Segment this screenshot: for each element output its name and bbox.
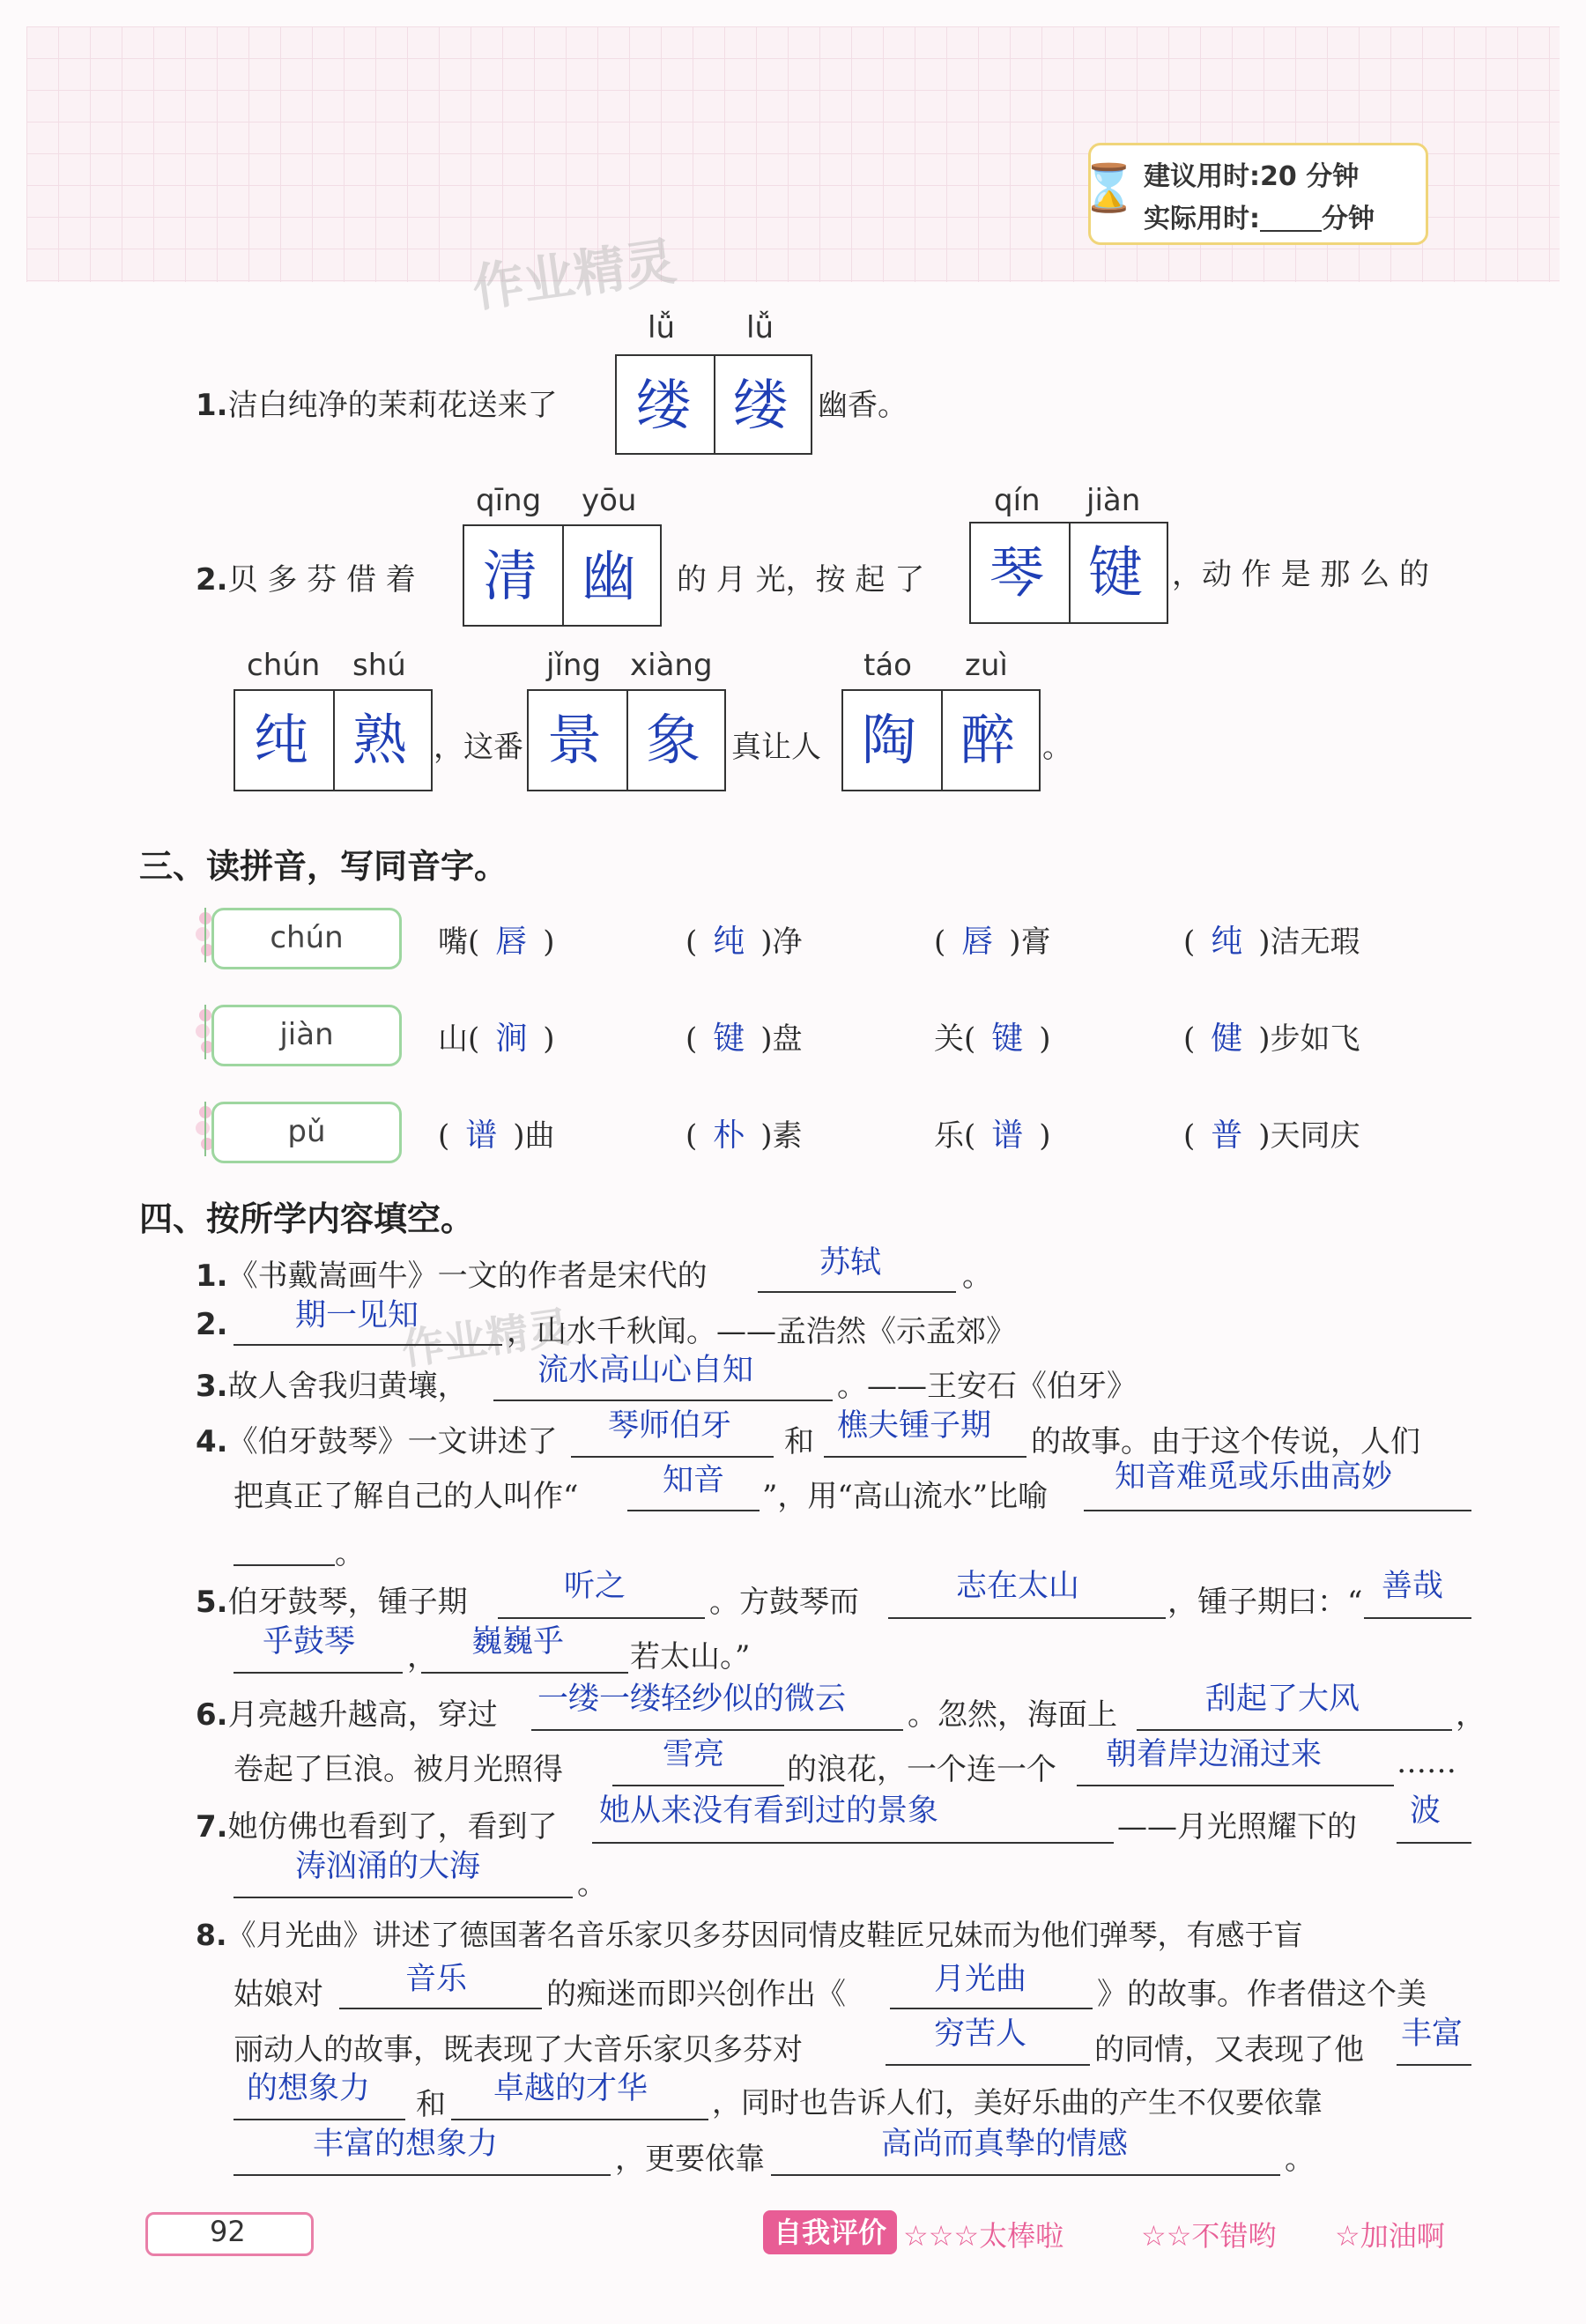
answer-text: 志在太山: [956, 1569, 1080, 1604]
answer-line[interactable]: [592, 1842, 1114, 1844]
rating-keep-going[interactable]: ☆加油啊: [1335, 2219, 1445, 2253]
answer-line[interactable]: [1364, 1617, 1471, 1619]
q4-4-and: 和: [784, 1424, 814, 1459]
q4-6-line2pre: 卷起了巨浪。被月光照得: [233, 1752, 563, 1787]
item-suffix: ): [543, 1021, 555, 1057]
q4-7-pre: 她仿佛也看到了，看到了: [227, 1809, 558, 1845]
q4-8-l2end: 》的故事。作者借这个美: [1097, 1977, 1427, 2012]
answer-char: 陶: [862, 708, 917, 772]
q2-2-mid3: ，这番: [434, 730, 523, 765]
pinyin-zui: zuì: [965, 648, 1008, 683]
homophone-item[interactable]: [1183, 1014, 1360, 1058]
answer-char: 纯: [254, 708, 309, 772]
item-prefix: 山(: [438, 1021, 480, 1057]
item-prefix: (: [934, 924, 946, 960]
answer-text: 她从来没有看到过的景象: [599, 1793, 939, 1829]
answer-char: 键: [713, 1021, 745, 1057]
page-number: 92: [210, 2215, 246, 2248]
answer-text: 穷苦人: [934, 2016, 1027, 2052]
answer-char: 谱: [465, 1117, 498, 1154]
answer-text: 善哉: [1382, 1569, 1444, 1604]
answer-char: 醉: [960, 708, 1016, 772]
q4-7-mid: ——月光照耀下的: [1117, 1809, 1357, 1845]
answer-line[interactable]: [1397, 1842, 1471, 1844]
question-number: 2.: [196, 562, 228, 598]
section-4-title: 四、按所学内容填空。: [139, 1199, 475, 1238]
item-suffix: )天同庆: [1258, 1118, 1360, 1154]
homophone-item[interactable]: [438, 1014, 555, 1058]
item-prefix: (: [1183, 1118, 1196, 1154]
q4-3-post: 。——王安石《伯牙》: [837, 1369, 1137, 1404]
answer-char: 普: [1211, 1117, 1243, 1154]
q2-2-mid1: 的 月 光，按 起 了: [677, 562, 925, 598]
q4-8-l3mid: 的同情，又表现了他: [1094, 2032, 1364, 2068]
answer-text: 流水高山心自知: [537, 1353, 754, 1388]
answer-text: 音乐: [405, 1962, 468, 1997]
q4-4-end: 。: [335, 1536, 365, 1571]
item-prefix: 乐(: [934, 1118, 976, 1154]
pinyin-jing: jǐng: [546, 648, 602, 683]
q2-2-mid4: 真让人: [731, 730, 821, 765]
q4-2-num: [196, 1307, 228, 1342]
q4-8-l1: [196, 1912, 1303, 1954]
answer-text: 巍巍乎: [471, 1624, 565, 1659]
item-suffix: ): [1039, 1021, 1051, 1057]
item-suffix: )净: [760, 924, 803, 960]
answer-char: 琴: [989, 540, 1045, 605]
answer-text: 卓越的才华: [493, 2071, 648, 2106]
pinyin-lv-1: lǚ: [648, 310, 675, 345]
answer-line[interactable]: [886, 2064, 1090, 2066]
answer-line[interactable]: [758, 1291, 956, 1293]
actual-time-blank[interactable]: [1260, 209, 1322, 232]
q4-6-pre: 月亮越升越高，穿过: [227, 1697, 498, 1733]
q2-1-post: 幽香。: [818, 388, 908, 423]
homophone-item[interactable]: [686, 917, 803, 962]
q4-7-end: 。: [577, 1867, 607, 1902]
q4-4-pre: 《伯牙鼓琴》一文讲述了: [227, 1424, 558, 1459]
pinyin-qing: qīng: [476, 483, 542, 518]
answer-line[interactable]: [233, 2174, 611, 2176]
q4-6-mid: 。忽然，海面上: [908, 1697, 1117, 1733]
answer-line[interactable]: [771, 2174, 1280, 2176]
item-suffix: )步如飞: [1258, 1021, 1360, 1057]
q4-8-l2pre: 姑娘对: [233, 1977, 323, 2012]
pinyin-xiang: xiàng: [630, 648, 713, 683]
item-prefix: (: [686, 1118, 698, 1154]
item-suffix: )素: [760, 1118, 803, 1154]
homophone-item[interactable]: [934, 1014, 1051, 1058]
pinyin-pill: pǔ: [211, 1102, 402, 1163]
answer-text: 月光曲: [934, 1962, 1027, 1997]
rating-good[interactable]: ☆☆不错哟: [1141, 2219, 1277, 2253]
pinyin-jian: jiàn: [1086, 483, 1141, 518]
answer-char: 涧: [495, 1021, 528, 1057]
self-evaluation-label: 自我评价: [763, 2210, 897, 2254]
question-number: 1.: [196, 388, 228, 423]
answer-line[interactable]: [1077, 1785, 1394, 1786]
q4-5-mid2: ，锺子期曰：“: [1167, 1585, 1363, 1620]
pinyin-lv-2: lǚ: [746, 310, 774, 345]
answer-line[interactable]: [339, 2008, 542, 2009]
answer-text: 知音难觅或乐曲高妙: [1115, 1459, 1393, 1495]
watermark-2: 作业精灵: [398, 1302, 574, 1376]
q4-8-l1-text: 《月光曲》讲述了德国著名音乐家贝多芬因同情皮鞋匠兄妹而为他们弹琴，有感于盲: [226, 1918, 1303, 1952]
question-number: 4.: [196, 1424, 228, 1459]
actual-time-label: 实际用时:: [1144, 204, 1260, 234]
answer-text: 刮起了大风: [1205, 1682, 1360, 1717]
q4-4-line2mid: ”，用“高山流水”比喻: [762, 1479, 1049, 1514]
section-3-title: 三、读拼音，写同音字。: [139, 847, 508, 886]
answer-line[interactable]: [233, 1564, 335, 1566]
homophone-item[interactable]: [1183, 917, 1360, 962]
item-suffix: ): [543, 924, 555, 960]
answer-char: 缕: [636, 373, 692, 437]
answer-char: 键: [1088, 540, 1144, 605]
actual-time-unit: 分钟: [1322, 204, 1375, 234]
q4-4-post: 的故事。由于这个传说，人们: [1031, 1424, 1420, 1459]
answer-char: 清: [483, 544, 538, 608]
homophone-item[interactable]: [438, 1110, 555, 1155]
answer-char: 幽: [582, 544, 637, 608]
answer-line[interactable]: [888, 1617, 1166, 1619]
q4-1-pre: 《书戴嵩画牛》一文的作者是宋代的: [227, 1259, 708, 1294]
answer-text: 朝着岸边涌过来: [1106, 1737, 1323, 1772]
q2-2-mid2: ，动 作 是 那 么 的: [1172, 557, 1430, 592]
question-number: 3.: [196, 1369, 228, 1404]
time-card: [1080, 143, 1428, 245]
actual-time: [1144, 197, 1375, 235]
answer-text: 苏轼: [819, 1245, 882, 1281]
answer-line[interactable]: [824, 1456, 1026, 1458]
answer-char: 唇: [961, 924, 994, 960]
q4-8-l5end: 。: [1285, 2142, 1315, 2177]
item-suffix: )曲: [513, 1118, 555, 1154]
answer-text: 一缕一缕轻纱似的微云: [537, 1682, 847, 1717]
q4-8-l3pre: 丽动人的故事，既表现了大音乐家贝多芬对: [233, 2032, 803, 2068]
answer-line[interactable]: [1397, 2064, 1471, 2066]
pinyin-you: yōu: [582, 483, 637, 518]
question-number: 7.: [196, 1809, 228, 1845]
answer-line[interactable]: [421, 1672, 628, 1674]
item-prefix: (: [1183, 1021, 1196, 1057]
homophone-item[interactable]: [686, 1110, 803, 1155]
answer-char: 熟: [352, 708, 408, 772]
pinyin-pill: chún: [211, 908, 402, 969]
q4-2-post: ，山水千秋闻。——孟浩然《示孟郊》: [507, 1314, 1016, 1349]
pinyin-tao: táo: [863, 648, 912, 683]
question-number: 5.: [196, 1585, 228, 1620]
question-number: 2.: [196, 1307, 228, 1342]
q4-4-line2pre: 把真正了解自己的人叫作“: [233, 1479, 579, 1514]
q4-1-post: 。: [962, 1259, 992, 1294]
item-prefix: (: [1183, 924, 1196, 960]
suggested-time: 建议用时:20 分钟: [1144, 161, 1360, 192]
q4-8-l5mid: ，更要依靠: [615, 2142, 765, 2177]
answer-text: 波: [1410, 1793, 1441, 1829]
q2-2-end: 。: [1042, 730, 1072, 765]
q4-7-text: [196, 1802, 558, 1845]
q4-6-comma: ，: [1456, 1697, 1486, 1733]
answer-text: 涛汹涌的大海: [295, 1849, 481, 1884]
watermark: 作业精灵: [469, 231, 680, 319]
answer-text: 丰富的想象力: [313, 2127, 499, 2162]
item-suffix: ): [1039, 1118, 1051, 1154]
q2-2-text: [196, 555, 416, 598]
q4-4-text: [196, 1417, 558, 1460]
answer-text: 丰富: [1401, 2016, 1464, 2052]
rating-great[interactable]: ☆☆☆太棒啦: [903, 2219, 1064, 2253]
item-prefix: 关(: [934, 1021, 976, 1057]
answer-text: 的想象力: [247, 2071, 371, 2106]
homophone-item[interactable]: [686, 1014, 803, 1058]
q4-3-text: [196, 1362, 468, 1405]
q2-1-pre: 洁白纯净的茉莉花送来了: [227, 388, 558, 423]
answer-char: 键: [991, 1021, 1024, 1057]
hourglass-icon: ⌛: [1080, 162, 1138, 215]
item-suffix: )盘: [760, 1021, 803, 1057]
q2-1-text: [196, 381, 558, 424]
answer-char: 唇: [495, 924, 528, 960]
answer-text: 樵夫锺子期: [837, 1408, 992, 1444]
answer-line[interactable]: [627, 1510, 760, 1511]
q4-1-text: [196, 1251, 708, 1295]
q4-8-l2mid: 的痴迷而即兴创作出《: [546, 1977, 846, 2012]
q4-6-text: [196, 1690, 498, 1734]
question-number: 8.: [196, 1918, 227, 1952]
answer-text: 知音: [663, 1463, 725, 1498]
homophone-item[interactable]: [934, 1110, 1051, 1155]
q2-2-pre: 贝 多 芬 借 着: [227, 562, 416, 598]
q4-5-pre: 伯牙鼓琴，锺子期: [227, 1585, 468, 1620]
item-prefix: (: [686, 1021, 698, 1057]
item-prefix: 嘴(: [438, 924, 480, 960]
answer-char: 景: [547, 708, 603, 772]
q4-3-pre: 故人舍我归黄壤，: [227, 1369, 468, 1404]
item-prefix: (: [438, 1118, 450, 1154]
question-number: 6.: [196, 1697, 228, 1733]
answer-text: 琴师伯牙: [608, 1408, 732, 1444]
item-prefix: (: [686, 924, 698, 960]
answer-char: 象: [646, 708, 701, 772]
answer-char: 纯: [1211, 924, 1243, 960]
q4-6-line2mid: 的浪花，一个连一个: [787, 1752, 1056, 1787]
answer-line[interactable]: [233, 1897, 573, 1898]
q4-6-end: ……: [1397, 1745, 1456, 1780]
homophone-item[interactable]: [1183, 1110, 1360, 1155]
item-suffix: )膏: [1009, 924, 1051, 960]
answer-char: 纯: [713, 924, 745, 960]
question-number: 1.: [196, 1259, 228, 1294]
answer-char: 健: [1211, 1021, 1243, 1057]
answer-line[interactable]: [233, 1344, 502, 1346]
answer-line[interactable]: [1084, 1510, 1471, 1511]
q4-8-l4end: ，同时也告诉人们，美好乐曲的产生不仅要依靠: [712, 2085, 1323, 2120]
answer-text: 听之: [564, 1569, 626, 1604]
homophone-item[interactable]: [934, 917, 1051, 962]
answer-char: 朴: [713, 1117, 745, 1154]
q4-8-l4mid: 和: [416, 2087, 446, 2122]
answer-text: 期一见知: [295, 1298, 419, 1333]
answer-text: 高尚而真挚的情感: [881, 2127, 1129, 2162]
answer-char: 谱: [991, 1117, 1024, 1154]
pinyin-pill: jiàn: [211, 1005, 402, 1066]
answer-line[interactable]: [233, 1672, 403, 1674]
pinyin-chun: chún: [247, 648, 321, 683]
answer-char: 缕: [733, 373, 789, 437]
answer-text: 乎鼓琴: [263, 1624, 356, 1659]
q4-5-mid: 。方鼓琴而: [709, 1585, 859, 1620]
pinyin-shu: shú: [352, 648, 406, 683]
page-number-badge: [145, 2212, 314, 2256]
answer-text: 雪亮: [663, 1737, 725, 1772]
q4-5-end: 若太山。”: [630, 1639, 751, 1674]
q4-5-comma: ，: [407, 1639, 437, 1674]
pinyin-qin: qín: [994, 483, 1041, 518]
item-suffix: )洁无瑕: [1258, 924, 1360, 960]
homophone-item[interactable]: [438, 917, 555, 962]
q4-5-text: [196, 1578, 468, 1621]
